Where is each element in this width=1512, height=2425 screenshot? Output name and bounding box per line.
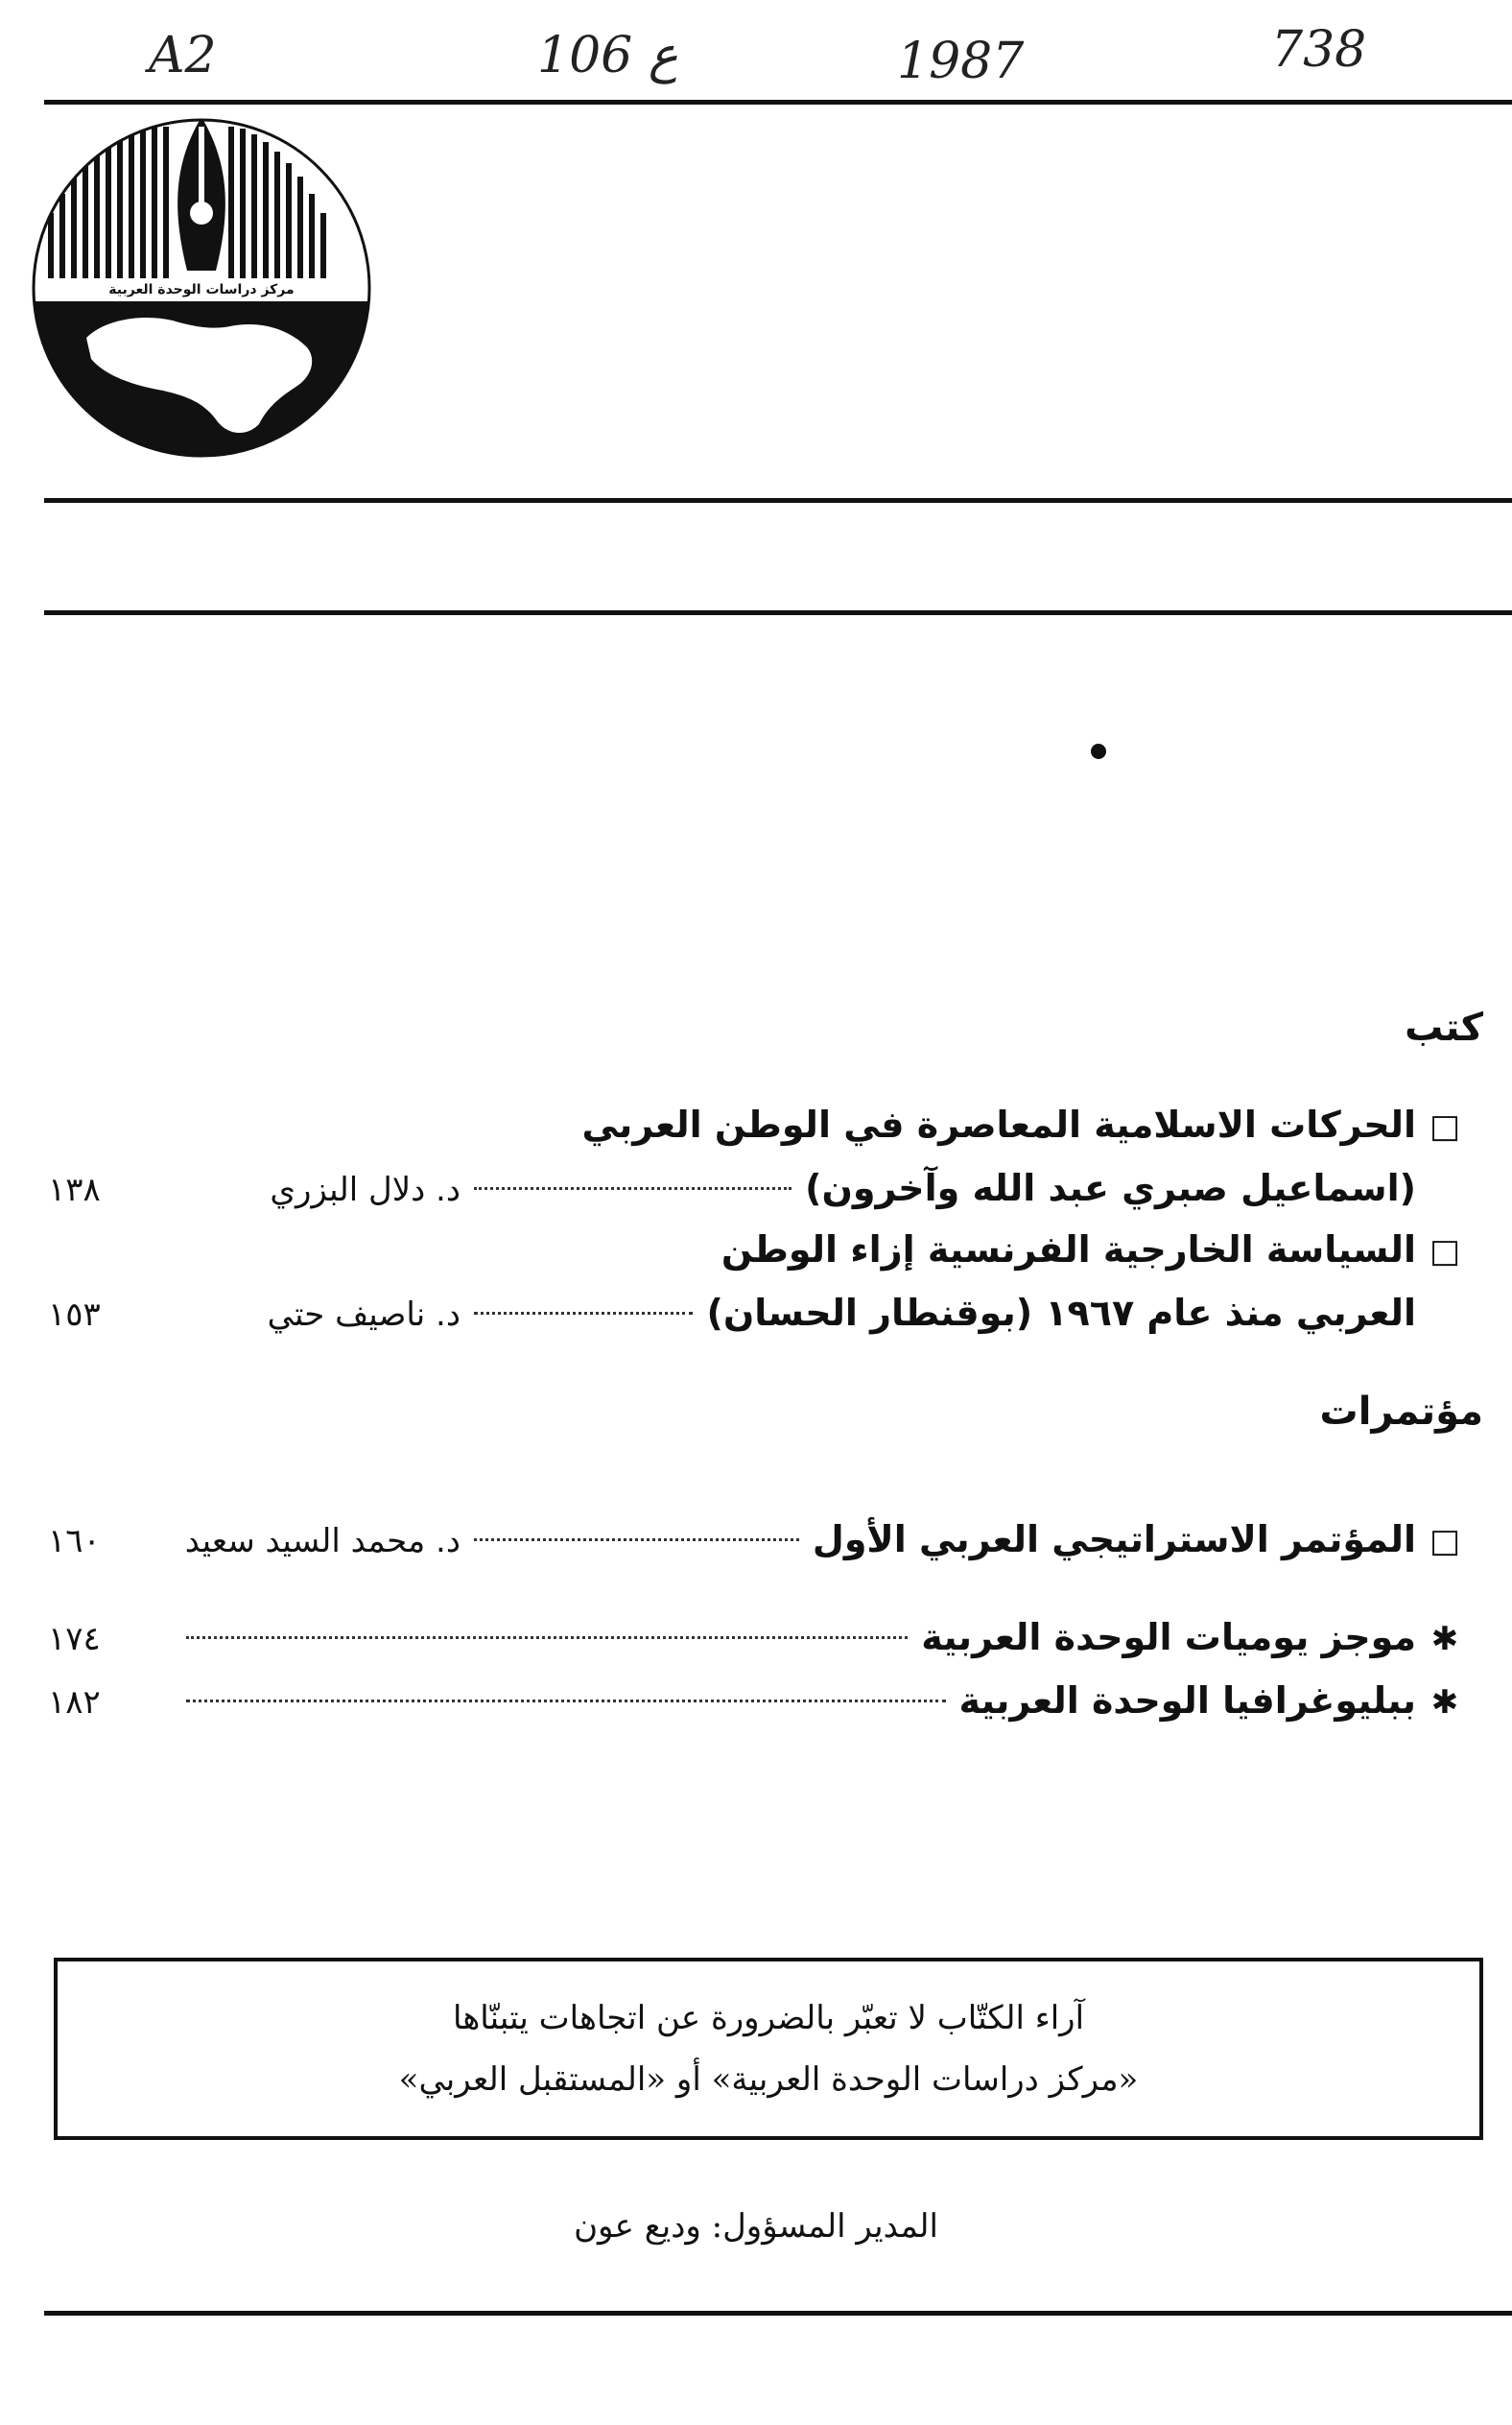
book-entry-2-title	[48, 1228, 1474, 1271]
book-2-author: د. ناصيف حتي	[267, 1296, 461, 1334]
annotation-ref-a: A2	[149, 27, 217, 84]
conference-1-page: ١٦٠	[48, 1522, 101, 1560]
leader-dots	[474, 1187, 791, 1190]
book-entry-1-title	[48, 1104, 1474, 1146]
extra-2-title: ببليوغرافيا الوحدة العربية	[958, 1679, 1416, 1722]
managing-director: المدير المسؤول: وديع عون	[574, 2207, 938, 2246]
annotation-ref-b: 106 ع	[537, 27, 678, 84]
book-1-author: د. دلال البزري	[270, 1171, 461, 1209]
disclaimer-line-2: «مركز دراسات الوحدة العربية» أو «المستقبل العربي»	[398, 2060, 1139, 2099]
conference-entry-1	[48, 1518, 1474, 1560]
disclaimer-line-1: آراء الكتّاب لا تعبّر بالضرورة عن اتجاهات يتبنّاها	[452, 1999, 1085, 2037]
leader-dots	[474, 1538, 799, 1541]
logo-label: مركز دراسات الوحدة العربية	[108, 282, 295, 297]
book-entry-2-byline	[48, 1292, 1474, 1334]
rule-lower	[44, 610, 1512, 615]
rule-upper	[44, 498, 1512, 503]
conference-1-author: د. محمد السيد سعيد	[184, 1522, 461, 1560]
conference-1-title: المؤتمر الاستراتيجي العربي الأول	[812, 1518, 1416, 1560]
bottom-rule	[44, 2311, 1512, 2316]
extra-1-title: موجز يوميات الوحدة العربية	[921, 1616, 1416, 1658]
annotation-ref-d: 738	[1271, 21, 1367, 79]
conferences-heading: مؤتمرات	[1319, 1390, 1483, 1434]
extra-entry-1	[48, 1616, 1474, 1658]
speck	[1091, 744, 1106, 759]
book-1-page: ١٣٨	[48, 1171, 101, 1209]
leader-dots	[186, 1636, 908, 1639]
star-icon: ✱	[1430, 1683, 1459, 1722]
book-2-page: ١٥٣	[48, 1296, 101, 1334]
extra-entry-2	[48, 1679, 1474, 1722]
leader-dots	[474, 1312, 693, 1315]
books-heading: كتب	[1405, 1006, 1483, 1050]
extra-2-page: ١٨٢	[48, 1683, 101, 1722]
logo	[29, 107, 374, 472]
checkbox-icon: □	[1429, 1107, 1461, 1146]
book-entry-1-byline	[48, 1167, 1474, 1209]
book-2-title-line1: السياسة الخارجية الفرنسية إزاء الوطن	[721, 1228, 1416, 1271]
checkbox-icon: □	[1429, 1232, 1461, 1271]
book-1-title-line1: الحركات الاسلامية المعاصرة في الوطن العربي	[581, 1104, 1416, 1146]
leader-dots	[186, 1700, 946, 1702]
disclaimer-box	[54, 1958, 1483, 2140]
book-2-title-line2: العربي منذ عام ١٩٦٧ (بوقنطار الحسان)	[706, 1292, 1416, 1334]
top-rule	[44, 100, 1512, 105]
annotation-ref-c: 1987	[897, 33, 1025, 90]
extra-1-page: ١٧٤	[48, 1620, 101, 1658]
checkbox-icon: □	[1429, 1522, 1461, 1560]
book-1-title-line2: (اسماعيل صبري عبد الله وآخرون)	[805, 1167, 1416, 1209]
star-icon: ✱	[1430, 1620, 1459, 1658]
